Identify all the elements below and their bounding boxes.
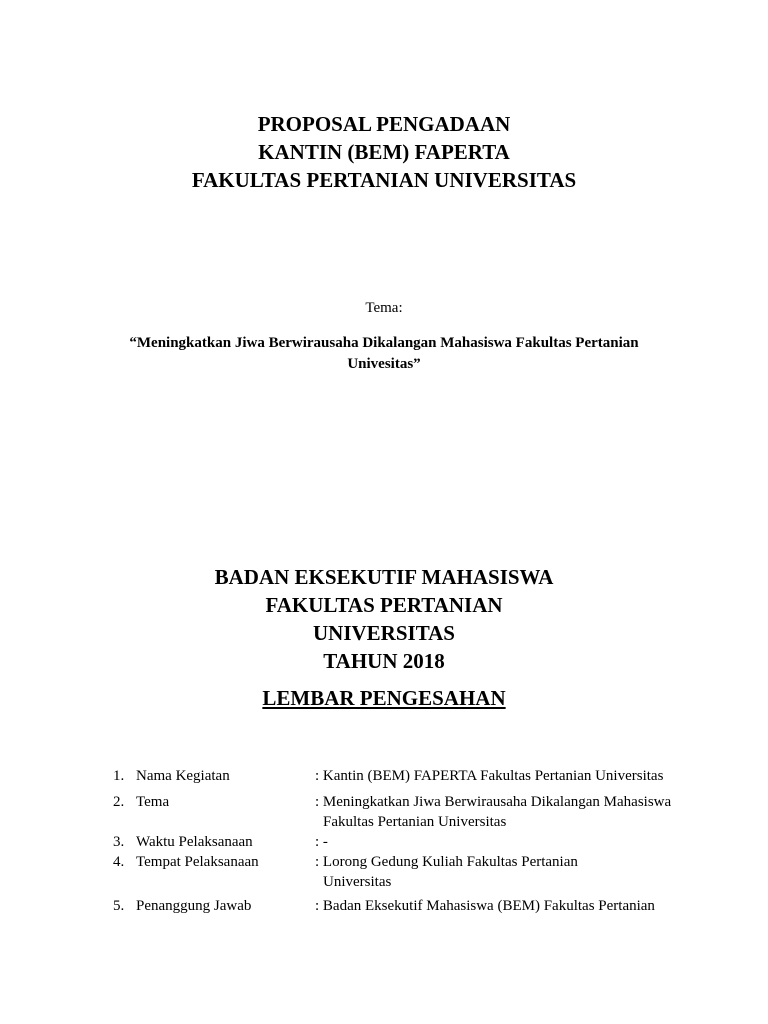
detail-number: 1. [113,768,125,784]
organization-line-2: FAKULTAS PERTANIAN [265,593,503,617]
tema-text: “Meningkatkan Jiwa Berwirausaha Dikalangan Mahasiswa Fakultas Pertanian Univesitas” [129,335,639,372]
detail-number: 3. [113,834,125,850]
detail-value: : Lorong Gedung Kuliah Fakultas Pertanian [315,854,578,870]
organization-line-4: TAHUN 2018 [323,649,445,673]
detail-label: Tempat Pelaksanaan [136,854,259,870]
detail-row-penanggung-jawab [113,896,713,916]
proposal-title [0,110,768,194]
detail-value: : - [315,834,328,850]
organization-line-1: BADAN EKSEKUTIF MAHASISWA [214,565,554,589]
detail-number: 4. [113,854,125,870]
detail-number: 5. [113,898,125,914]
detail-row-tempat-pelaksanaan [113,852,713,892]
lembar-pengesahan-heading: LEMBAR PENGESAHAN [262,686,506,710]
detail-row-tema [113,792,713,832]
detail-value: : Kantin (BEM) FAPERTA Fakultas Pertanian Universitas [315,768,664,784]
detail-number: 2. [113,794,125,810]
detail-label: Penanggung Jawab [136,898,252,914]
organization-block [0,563,768,675]
detail-label: Waktu Pelaksanaan [136,834,253,850]
detail-value: : Meningkatkan Jiwa Berwirausaha Dikalangan Mahasiswa [315,794,672,810]
detail-value-continuation: Universitas [323,874,392,890]
title-line-2: KANTIN (BEM) FAPERTA [258,140,510,164]
detail-value-continuation: Fakultas Pertanian Universitas [323,814,507,830]
title-line-3: FAKULTAS PERTANIAN UNIVERSITAS [191,168,577,192]
detail-value: : Badan Eksekutif Mahasiswa (BEM) Fakultas Pertanian [315,898,655,914]
detail-row-nama-kegiatan [113,766,713,786]
tema-label: Tema: [365,300,403,316]
details-list [113,766,713,916]
title-line-1: PROPOSAL PENGADAAN [257,112,511,136]
detail-label: Tema [136,794,170,810]
detail-label: Nama Kegiatan [136,768,230,784]
organization-line-3: UNIVERSITAS [313,621,455,645]
detail-row-waktu-pelaksanaan [113,832,713,852]
